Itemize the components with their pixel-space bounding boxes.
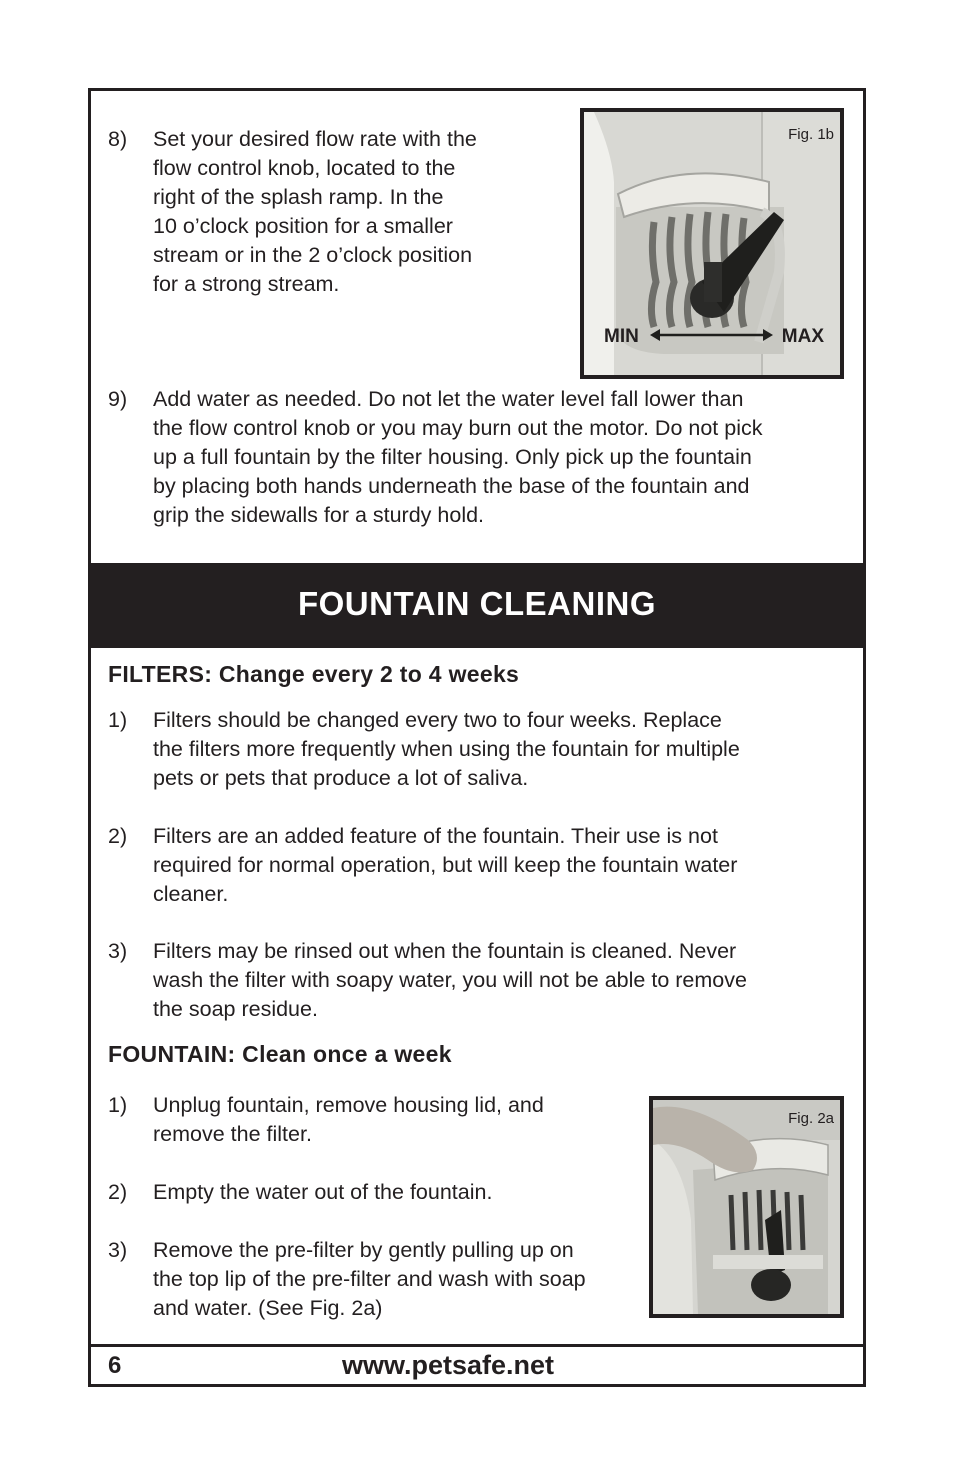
figure-label: Fig. 1b [788,126,834,143]
figure-1b [580,108,844,379]
step-text: Unplug fountain, remove housing lid, and remove the filter. [153,1093,544,1146]
step-number: 3) [108,1238,128,1262]
website-url: www.petsafe.net [342,1350,555,1380]
figure-2a [649,1096,844,1318]
section-title: FOUNTAIN CLEANING [297,585,657,622]
footer-divider [91,1344,863,1347]
filters-heading: FILTERS: Change every 2 to 4 weeks [108,661,520,687]
min-label: MIN [604,326,639,347]
step-number: 3) [108,939,128,963]
step-number: 9) [108,387,128,411]
step-text: Filters may be rinsed out when the fountain is cleaned. Never wash the filter with soapy water, you will not be able to remove the soap residue. [153,939,747,1021]
step-text: Empty the water out of the fountain. [153,1180,493,1204]
section-banner [91,563,863,648]
step-text: Filters should be changed every two to four weeks. Replace the filters more frequently when using the fountain for multiple pets or pets that produce a lot of saliva. [153,708,740,790]
step-number: 2) [108,824,128,848]
page-number: 6 [108,1352,122,1379]
step-text: Remove the pre-filter by gently pulling up on the top lip of the pre-filter and wash with soap and water. (See Fig. 2a) [153,1238,586,1320]
step-number: 1) [108,708,128,732]
figure-label: Fig. 2a [788,1110,834,1127]
step-text: Add water as needed. Do not let the water level fall lower than the flow control knob or you may burn out the motor. Do not pick up a full fountain by the filter housing. Only pick up the fountain by placing both hands underneath the base of the fountain and grip the sidewalls for a sturdy hold. [153,387,763,527]
step-number: 1) [108,1093,128,1117]
step-text: Set your desired flow rate with the flow control knob, located to the right of the splash ramp. In the 10 o’clock position for a smaller stream or in the 2 o’clock position for a strong stream. [153,127,477,296]
pre-filter-photo [653,1100,840,1314]
step-number: 8) [108,127,128,151]
max-label: MAX [781,326,824,347]
fountain-heading: FOUNTAIN: Clean once a week [108,1041,452,1067]
step-text: Filters are an added feature of the fountain. Their use is not required for normal operation, but will keep the fountain water cleaner. [153,824,738,906]
step-number: 2) [108,1180,128,1204]
